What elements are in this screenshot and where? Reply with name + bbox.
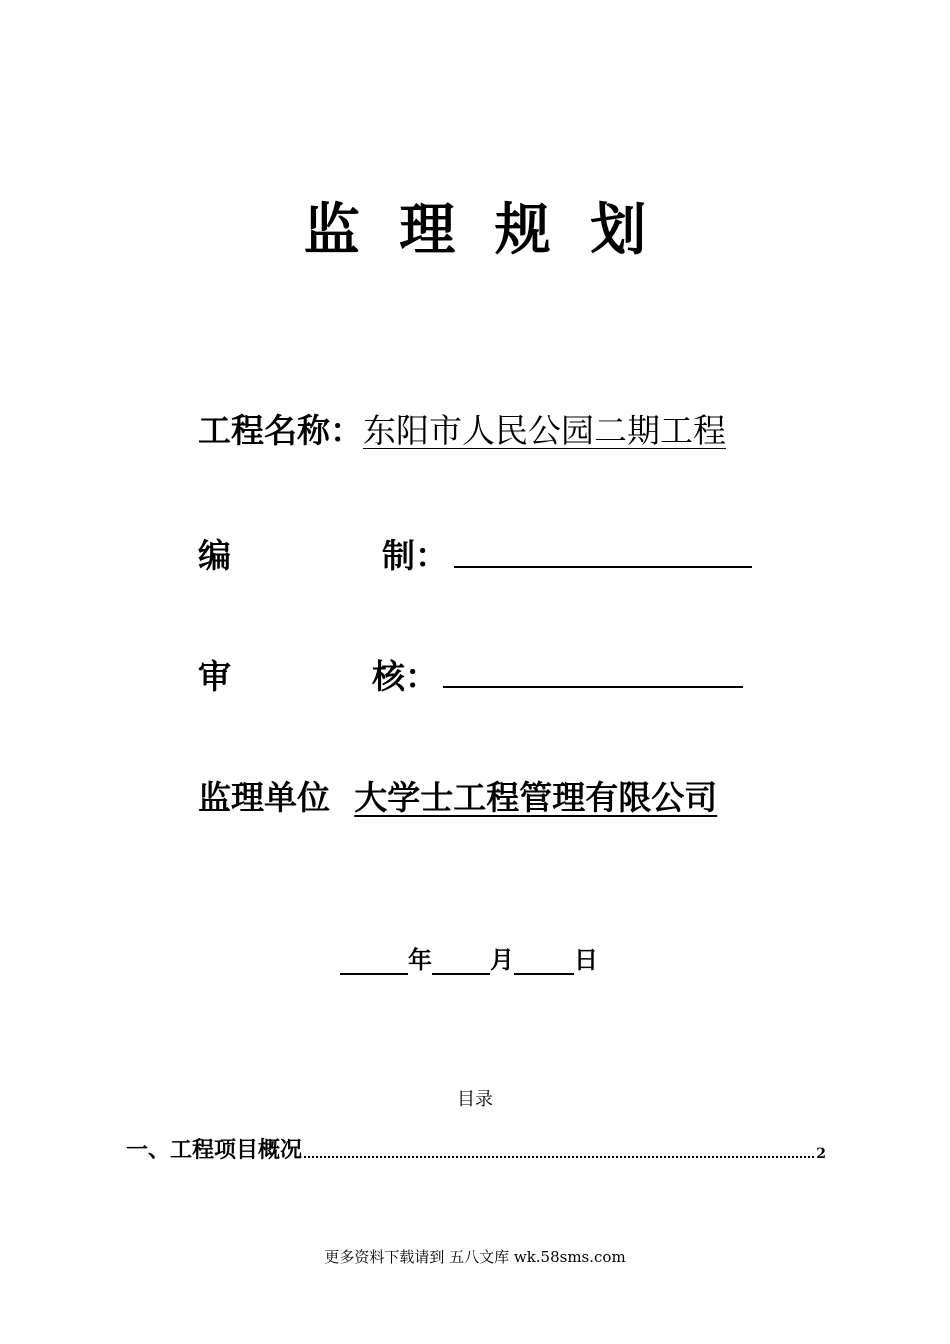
footer-text: 更多资料下载请到 五八文库 wk.58sms.com (324, 1248, 626, 1266)
compile-label-left: 编 (198, 536, 231, 575)
compile-blank-line (454, 566, 752, 568)
toc-entry[interactable] (126, 1133, 826, 1164)
date-row (340, 940, 598, 975)
document-title (0, 186, 950, 266)
supervision-unit-label: 监理单位 (198, 778, 330, 817)
project-name-label: 工程名称： (198, 411, 363, 450)
toc-title: 目录 (457, 1089, 493, 1110)
supervision-unit-value: 大学士工程管理有限公司 (354, 778, 718, 817)
title-char: 监 (303, 198, 360, 263)
review-label-left: 审 (198, 657, 231, 696)
toc-dot-leader (304, 1156, 814, 1158)
supervision-unit-row (198, 772, 717, 819)
title-char: 规 (494, 198, 551, 263)
review-blank-line (443, 686, 743, 688)
title-char: 理 (399, 198, 456, 263)
day-label: 日 (574, 946, 598, 974)
title-char: 划 (590, 198, 647, 263)
project-name-row (198, 405, 726, 452)
year-label: 年 (408, 946, 432, 974)
review-label-right: 核： (372, 657, 438, 696)
compile-label-right: 制： (382, 536, 448, 575)
year-blank (340, 949, 408, 975)
toc-entry-text[interactable]: 一、工程项目概况 (126, 1138, 303, 1163)
day-blank (514, 949, 574, 975)
project-name-value: 东阳市人民公园二期工程 (363, 411, 726, 450)
month-label: 月 (490, 946, 514, 974)
toc-entry-page: 2 (816, 1146, 826, 1162)
month-blank (432, 949, 490, 975)
